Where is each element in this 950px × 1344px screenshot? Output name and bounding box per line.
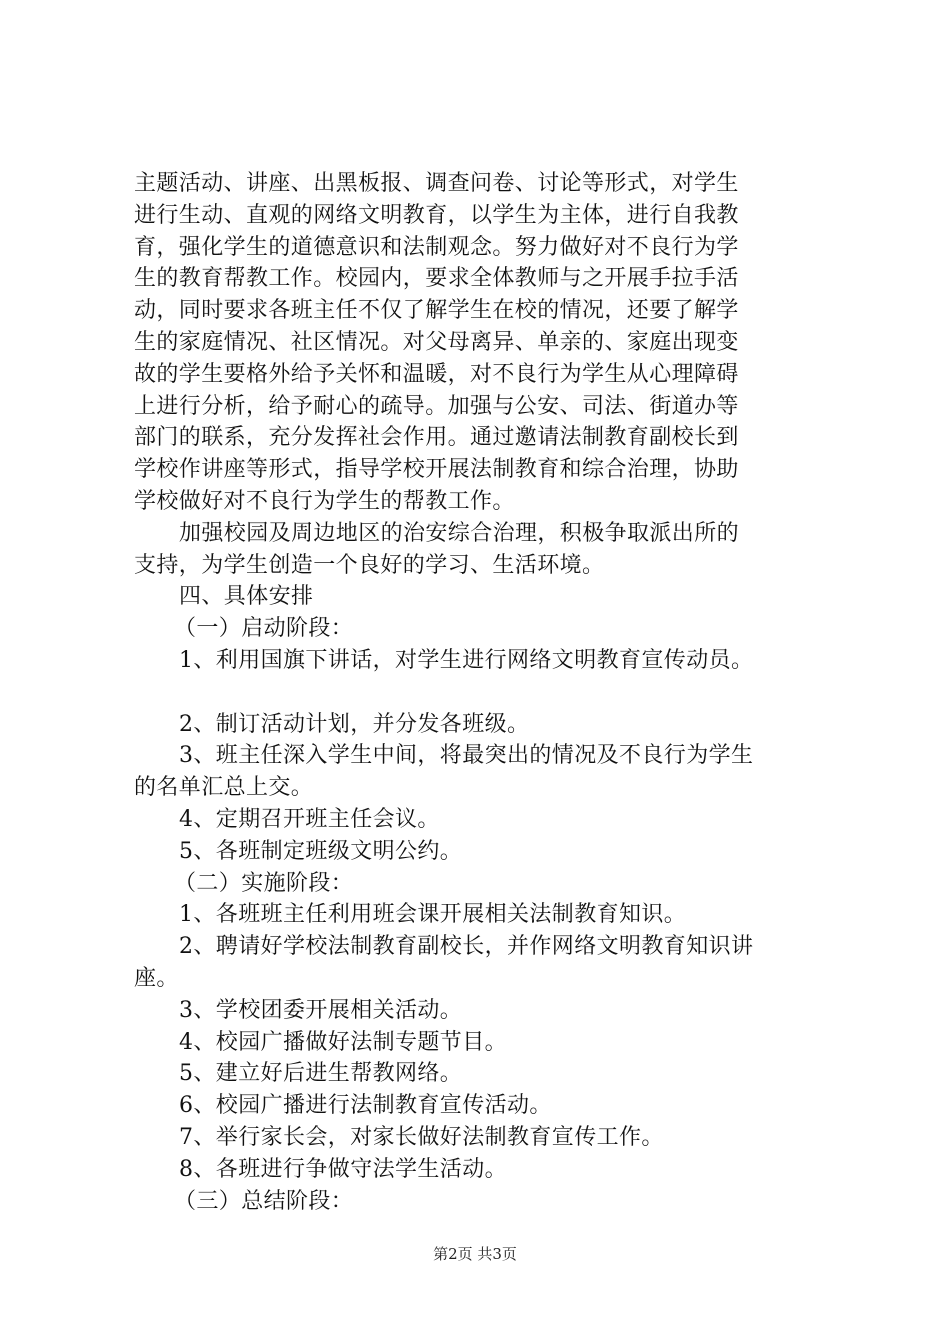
list-item: 1、利用国旗下讲话，对学生进行网络文明教育宣传动员。 xyxy=(179,647,754,673)
list-item: 4、定期召开班主任会议。 xyxy=(179,806,440,832)
list-item: 4、校园广播做好法制专题节目。 xyxy=(179,1029,507,1055)
list-item: 6、校园广播进行法制教育宣传活动。 xyxy=(179,1093,552,1119)
list-item: 1、各班班主任利用班会课开展相关法制教育知识。 xyxy=(179,902,687,928)
list-item-continuation: 座。 xyxy=(134,965,179,991)
list-item: 7、举行家长会，对家长做好法制教育宣传工作。 xyxy=(179,1124,664,1150)
section-heading: 四、具体安排 xyxy=(179,584,314,610)
campus-paragraph-line: 加强校园及周边地区的治安综合治理，积极争取派出所的 xyxy=(179,520,740,546)
list-item: 5、建立好后进生帮教网络。 xyxy=(179,1061,463,1087)
blank-line xyxy=(134,677,834,709)
paragraph-line: 主题活动、讲座、出黑板报、调查问卷、讨论等形式，对学生 xyxy=(134,171,739,196)
list-item-continuation: 的名单汇总上交。 xyxy=(134,775,314,801)
list-item: 2、制订活动计划，并分发各班级。 xyxy=(179,711,530,737)
page-number-footer: 第2页 共3页 xyxy=(433,1245,517,1263)
paragraph-line: 生的教育帮教工作。校园内，要求全体教师与之开展手拉手活 xyxy=(134,266,739,292)
document-body xyxy=(134,168,834,1217)
paragraph-line: 学校做好对不良行为学生的帮教工作。 xyxy=(134,488,515,514)
stage-heading: （三）总结阶段： xyxy=(174,1188,354,1214)
paragraph-line: 故的学生要格外给予关怀和温暖，对不良行为学生从心理障碍 xyxy=(134,361,739,387)
list-item: 5、各班制定班级文明公约。 xyxy=(179,838,463,864)
paragraph-line: 生的家庭情况、社区情况。对父母离异、单亲的、家庭出现变 xyxy=(134,329,739,355)
stage-heading: （二）实施阶段： xyxy=(174,870,354,896)
paragraph-line: 部门的联系，充分发挥社会作用。通过邀请法制教育副校长到 xyxy=(134,425,739,451)
paragraph-line: 进行生动、直观的网络文明教育，以学生为主体，进行自我教 xyxy=(134,202,739,228)
campus-paragraph-line: 支持，为学生创造一个良好的学习、生活环境。 xyxy=(134,552,605,578)
paragraph-line: 育，强化学生的道德意识和法制观念。努力做好对不良行为学 xyxy=(134,234,739,260)
list-item: 2、聘请好学校法制教育副校长，并作网络文明教育知识讲 xyxy=(179,934,754,960)
list-item: 8、各班进行争做守法学生活动。 xyxy=(179,1156,507,1182)
stage-heading: （一）启动阶段： xyxy=(174,616,354,642)
paragraph-line: 学校作讲座等形式，指导学校开展法制教育和综合治理，协助 xyxy=(134,457,739,483)
paragraph-line: 动，同时要求各班主任不仅了解学生在校的情况，还要了解学 xyxy=(134,298,739,324)
paragraph-line: 上进行分析，给予耐心的疏导。加强与公安、司法、街道办等 xyxy=(134,393,739,419)
list-item: 3、班主任深入学生中间，将最突出的情况及不良行为学生 xyxy=(179,743,754,769)
list-item: 3、学校团委开展相关活动。 xyxy=(179,997,463,1023)
